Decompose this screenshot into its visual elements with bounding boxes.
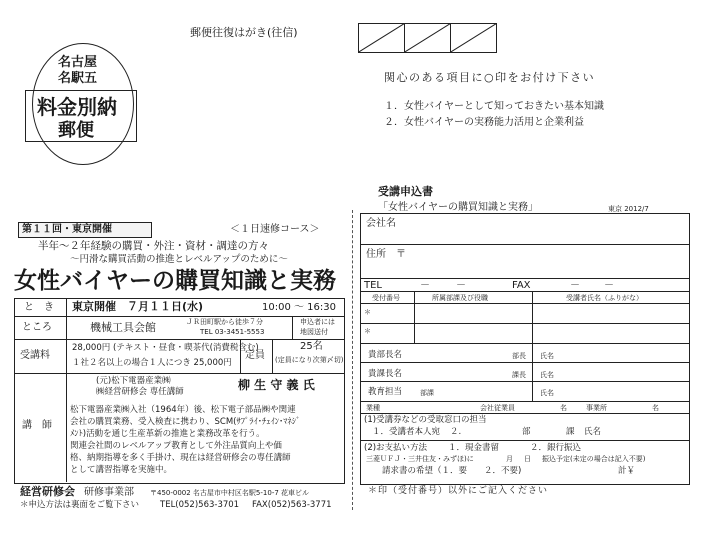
payment-option-2[interactable]: ２．銀行振込: [530, 443, 582, 453]
where-access: ＪＲ田町駅から徒歩７分: [186, 318, 263, 326]
office-suffix: 名: [652, 404, 659, 412]
fee-sub: １社２名以上の場合１人につき 25,000円: [72, 358, 232, 368]
where-note-1: 申込者には: [300, 318, 335, 326]
seal-city: 名古屋: [58, 55, 98, 70]
industry-label: 業種: [366, 404, 380, 412]
payment-option-1[interactable]: １．現金書留: [448, 443, 500, 453]
organizer-tel: TEL(052)563-3701: [160, 500, 240, 510]
seal-branch: 名駅五: [58, 71, 98, 86]
invoice-request[interactable]: 請求書の希望（１．要: [382, 466, 468, 476]
lecturer-bio-6: として講習指導を実施中。: [70, 465, 173, 475]
flyer-subtitle-2: ～円滑な購買活動の推進とレベルアップのために～: [70, 254, 288, 265]
interests-prompt: 関心のある項目に○印をお付け下さい: [384, 71, 596, 84]
perforation-line: [352, 210, 353, 510]
fee-main: 28,000円 (テキスト・昼食・喫茶代(消費税含む): [72, 343, 259, 353]
tel-dash-1: －: [420, 280, 430, 291]
total-amount: 計￥: [618, 466, 636, 476]
when-value: 東京開催 ７月１１日(水): [72, 300, 204, 313]
capacity-value: 25名: [300, 341, 323, 352]
col-attendee-name: 受講者氏名（ふりがな）: [566, 294, 643, 302]
payment-banks: 三菱ＵＦＪ・三井住友・みずほ)に: [366, 455, 474, 463]
section-chief-label: 貴課長名: [368, 369, 403, 379]
section-chief-suffix: 課長: [512, 371, 526, 379]
postal-box-2[interactable]: [404, 23, 451, 53]
row-2-star: ＊: [364, 327, 371, 335]
method-note: ＊申込方法は裏面をご覧下さい: [20, 500, 140, 510]
company-label: 会社名: [366, 218, 396, 229]
lecturer-bio-1: 松下電器産業㈱入社（1964年）後、松下電子部品㈱や関連: [70, 405, 296, 415]
organizer-fax: FAX(052)563-3771: [252, 500, 332, 510]
employees-label: 会社従業員: [480, 404, 515, 412]
row-1-star: ＊: [364, 308, 371, 316]
manager-suffix: 部長: [512, 352, 526, 360]
where-value: 機械工具会館: [90, 321, 156, 334]
payment-day: 日: [524, 455, 531, 463]
payment-note: 振込予定(未定の場合は記入不要): [542, 455, 646, 463]
ticket-shimei: 氏名: [584, 427, 602, 437]
fax-dash-2: －: [604, 280, 614, 291]
address-label: 住所 〒: [366, 249, 406, 260]
where-note-2: 地図送付: [300, 328, 328, 336]
ticket-ka: 課: [566, 427, 575, 437]
postal-box-3[interactable]: [450, 23, 497, 53]
where-label: ところ: [22, 322, 52, 333]
interest-item-2[interactable]: ２．女性バイヤーの実務能力活用と企業利益: [384, 117, 584, 128]
form-heading: 受講申込書: [378, 185, 433, 198]
payment-month: 月: [506, 455, 513, 463]
lecturer-org-2: ㈱経営研修会 専任講師: [96, 387, 184, 397]
course-type: ＜１日速修コース＞: [230, 224, 320, 235]
capacity-note: (定員になり次第〆切): [275, 356, 344, 364]
seal-mail-text: 郵便: [58, 120, 94, 141]
postcard-label: 郵便往復はがき(往信): [190, 26, 298, 39]
seal-fee-text: 料金別納: [37, 95, 117, 119]
form-course-name: 「女性バイヤーの購買知識と実務」: [378, 202, 538, 213]
postal-box-1[interactable]: [358, 23, 405, 53]
organizer-name: 経営研修会: [20, 485, 75, 498]
manager-name-label: 氏名: [540, 352, 554, 360]
edu-dept: 部課: [420, 389, 434, 397]
where-tel: TEL 03-3451-5553: [200, 328, 265, 336]
organizer-dept: 研修事業部: [84, 487, 134, 498]
interest-item-1[interactable]: １．女性バイヤーとして知っておきたい基本知識: [384, 101, 604, 112]
office-label: 事業所: [586, 404, 607, 412]
session-label: 第１１回・東京開催: [22, 224, 112, 235]
ticket-title: (1)受講券などの受取窓口の担当: [364, 415, 487, 425]
lecturer-label: 講 師: [22, 420, 52, 431]
lecturer-bio-2: 会社の購買業務、受入検査に携わり、SCM(ｻﾌﾟﾗｲ･ﾁｪｲﾝ･ﾏﾈｼﾞ: [70, 417, 301, 427]
fee-label: 受講料: [20, 350, 50, 361]
section-chief-name-label: 氏名: [540, 371, 554, 379]
flyer-title: 女性バイヤーの購買知識と実務: [14, 268, 336, 294]
invoice-not-required[interactable]: ２．不要): [484, 466, 522, 476]
tel-dash-2: －: [456, 280, 466, 291]
capacity-label: 定員: [245, 350, 265, 361]
form-footnote: ＊印（受付番号）以外にご記入ください: [368, 486, 549, 496]
ticket-option-1[interactable]: １．受講者本人宛: [372, 427, 441, 437]
organizer-address: 〒450-0002 名古屋市中村区名駅5-10-7 花車ビル: [150, 489, 310, 497]
col-receipt-no: 受付番号: [372, 294, 400, 302]
flyer-subtitle-1: 半年～２年経験の購買・外注・資材・調達の方々: [38, 240, 269, 252]
lecturer-name: 柳 生 守 義 氏: [238, 378, 315, 392]
manager-label: 貴部長名: [368, 350, 403, 360]
when-time: 10:00 ～ 16:30: [262, 302, 336, 313]
edu-name-label: 氏名: [540, 389, 554, 397]
lecturer-bio-3: ﾒﾝﾄ)活動を通じ生産革新の推進と業務改革を行う。: [70, 429, 265, 439]
tel-label: TEL: [364, 280, 382, 291]
lecturer-org-1: (元)松下電器産業㈱: [96, 376, 171, 386]
employees-suffix: 名: [560, 404, 567, 412]
col-dept-title: 所属部課及び役職: [432, 294, 488, 302]
edu-label: 教育担当: [368, 387, 403, 397]
payment-title: (2)お支払い方法: [364, 443, 428, 453]
form-venue-date: 東京 2012/7: [608, 205, 649, 213]
attendee-row-1[interactable]: [360, 323, 689, 324]
fax-dash-1: －: [570, 280, 580, 291]
lecturer-bio-4: 関連会社間のレベルアップ教育として外注品質向上や価: [70, 441, 282, 451]
ticket-bu: 部: [522, 427, 531, 437]
lecturer-bio-5: 格、納期指導を多く手掛け、現在は経営研修会の専任講師: [70, 453, 291, 463]
ticket-option-2[interactable]: ２.: [450, 427, 462, 437]
when-label: と き: [24, 302, 54, 313]
fax-label: FAX: [512, 280, 531, 291]
